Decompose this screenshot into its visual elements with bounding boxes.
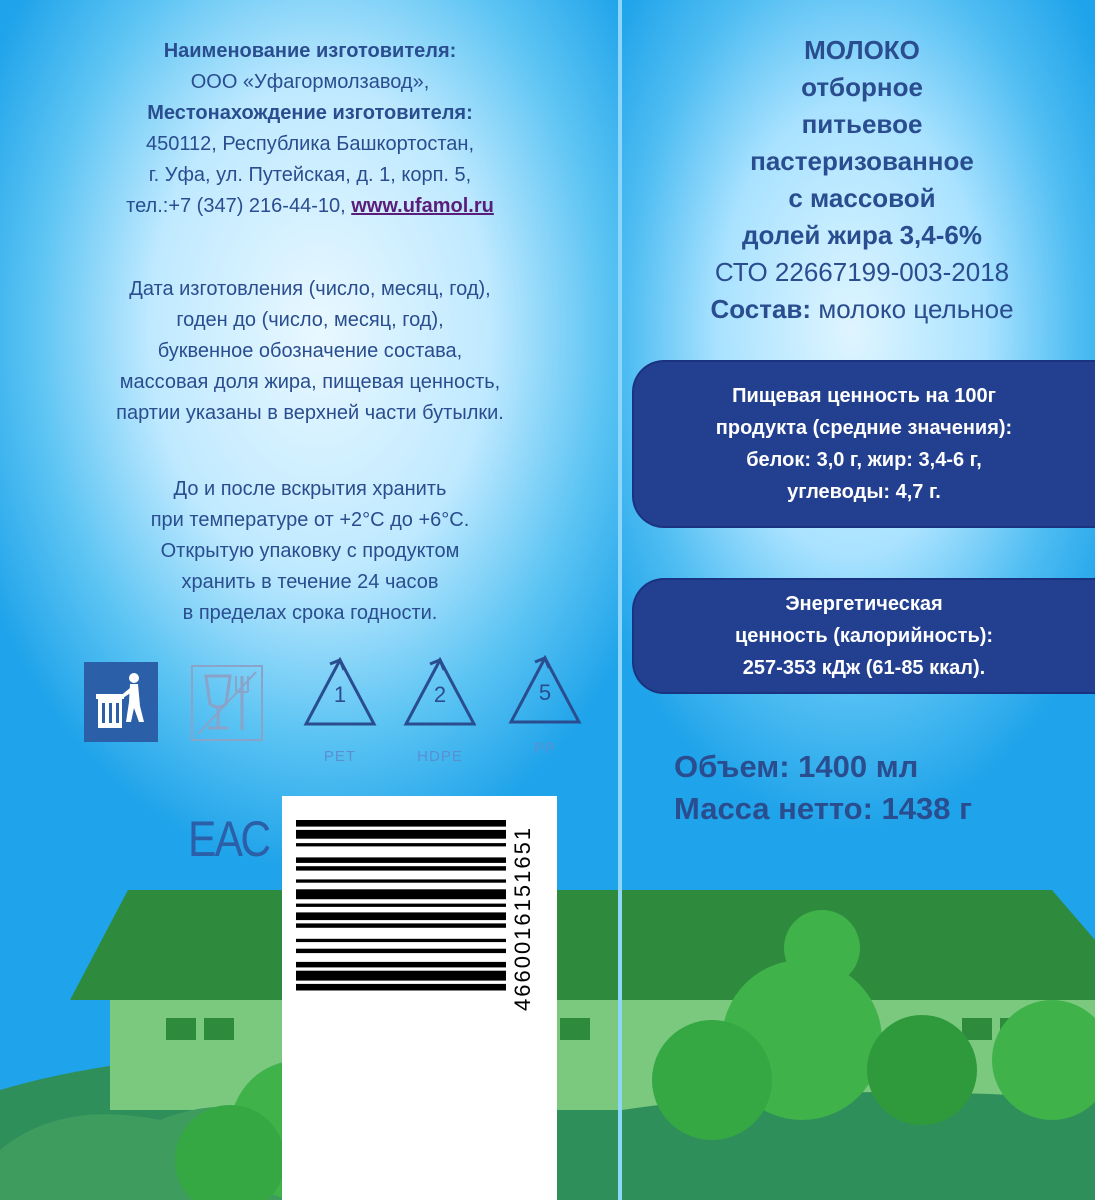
product-line: долей жира 3,4-6%: [742, 220, 982, 250]
barcode-bar: [296, 939, 506, 942]
address-line-2: г. Уфа, ул. Путейская, д. 1, корп. 5,: [148, 164, 472, 186]
recycle-pp-icon: [505, 652, 585, 732]
date-info-line: партии указаны в верхней части бутылки.: [116, 402, 504, 424]
date-info: [30, 274, 590, 429]
barcode-bar: [296, 843, 506, 846]
date-info-line: массовая доля жира, пищевая ценность,: [119, 371, 501, 393]
storage-info-line: при температуре от +2°С до +6°С.: [150, 509, 470, 531]
barcode-digits: 4660016151651: [510, 826, 535, 1012]
storage-info-line: в пределах срока годности.: [182, 602, 438, 624]
product-line: с массовой: [788, 183, 936, 213]
barcode-bar: [296, 984, 506, 991]
recycle-number: 1: [333, 682, 347, 707]
storage-info-line: До и после вскрытия хранить: [173, 478, 447, 500]
recycle-label-hdpe: HDPE: [417, 748, 463, 765]
manufacturer-heading: Наименование изготовителя:: [163, 40, 457, 62]
energy-line: Энергетическая: [785, 593, 943, 615]
website-link[interactable]: www.ufamol.ru: [351, 195, 494, 217]
manufacturer-name: ООО «Уфагормолзавод»,: [190, 71, 430, 93]
barcode-bar: [296, 830, 506, 839]
date-info-line: буквенное обозначение состава,: [157, 340, 463, 362]
energy-panel: [634, 580, 1094, 692]
barcode-bar: [296, 912, 506, 920]
composition: [642, 291, 1082, 328]
recycle-label-pet: PET: [323, 748, 357, 765]
food-contact-icon: [190, 664, 264, 744]
trash-bin-icon: [84, 662, 158, 742]
recycle-pet-icon: [300, 654, 380, 734]
right-label-panel: [622, 0, 1095, 1200]
date-info-line: Дата изготовления (число, месяц, год),: [129, 278, 491, 300]
barcode-bar: [296, 857, 506, 863]
barcode-bar: [296, 889, 506, 899]
address-line-1: 450112, Республика Башкортостан,: [145, 133, 475, 155]
date-info-line: годен до (число, месяц, год),: [176, 309, 444, 331]
nutrition-line: Пищевая ценность на 100г: [732, 385, 996, 407]
composition-value: молоко цельное: [818, 294, 1014, 324]
recycle-number: 5: [538, 680, 552, 705]
barcode-bar: [296, 820, 506, 827]
product-line: пастеризованное: [750, 146, 974, 176]
barcode-bar: [296, 949, 506, 953]
phone: тел.:+7 (347) 216-44-10,: [126, 195, 346, 217]
manufacturer-info: [30, 36, 590, 222]
barcode-bar: [296, 923, 506, 927]
eac-mark: ЕАС: [188, 811, 270, 867]
net-mass: Масса нетто: 1438 г: [674, 791, 973, 826]
storage-info-line: Открытую упаковку с продуктом: [160, 540, 460, 562]
nutrition-line: белок: 3,0 г, жир: 3,4-6 г,: [746, 449, 982, 471]
storage-info: [30, 474, 590, 629]
recycle-hdpe-icon: [400, 654, 480, 734]
composition-label: Состав:: [710, 294, 812, 324]
standard-code: СТО 22667199-003-2018: [714, 257, 1010, 287]
nutrition-panel: [634, 362, 1094, 526]
recycle-number: 2: [433, 682, 447, 707]
volume: Объем: 1400 мл: [674, 749, 919, 784]
barcode: [282, 796, 557, 1200]
nutrition-line: углеводы: 4,7 г.: [787, 481, 941, 503]
product-line: питьевое: [801, 109, 923, 139]
barcode-bar: [296, 962, 506, 968]
energy-line: ценность (калорийность):: [734, 625, 994, 647]
recycle-label-pp: PP: [533, 740, 556, 757]
product-line: отборное: [801, 72, 923, 102]
barcode-bar: [296, 904, 506, 907]
location-heading: Местонахождение изготовителя:: [147, 102, 473, 124]
energy-line: 257-353 кДж (61-85 ккал).: [742, 657, 986, 679]
farm-landscape-illustration: [622, 880, 1095, 1200]
barcode-bar: [296, 879, 506, 882]
storage-info-line: хранить в течение 24 часов: [181, 571, 439, 593]
nutrition-line: продукта (средние значения):: [715, 417, 1013, 439]
product-name: МОЛОКО: [804, 35, 920, 65]
contact-line: [30, 191, 590, 222]
product-info: [642, 32, 1082, 328]
barcode-bar: [296, 866, 506, 870]
barcode-bar: [296, 971, 506, 981]
